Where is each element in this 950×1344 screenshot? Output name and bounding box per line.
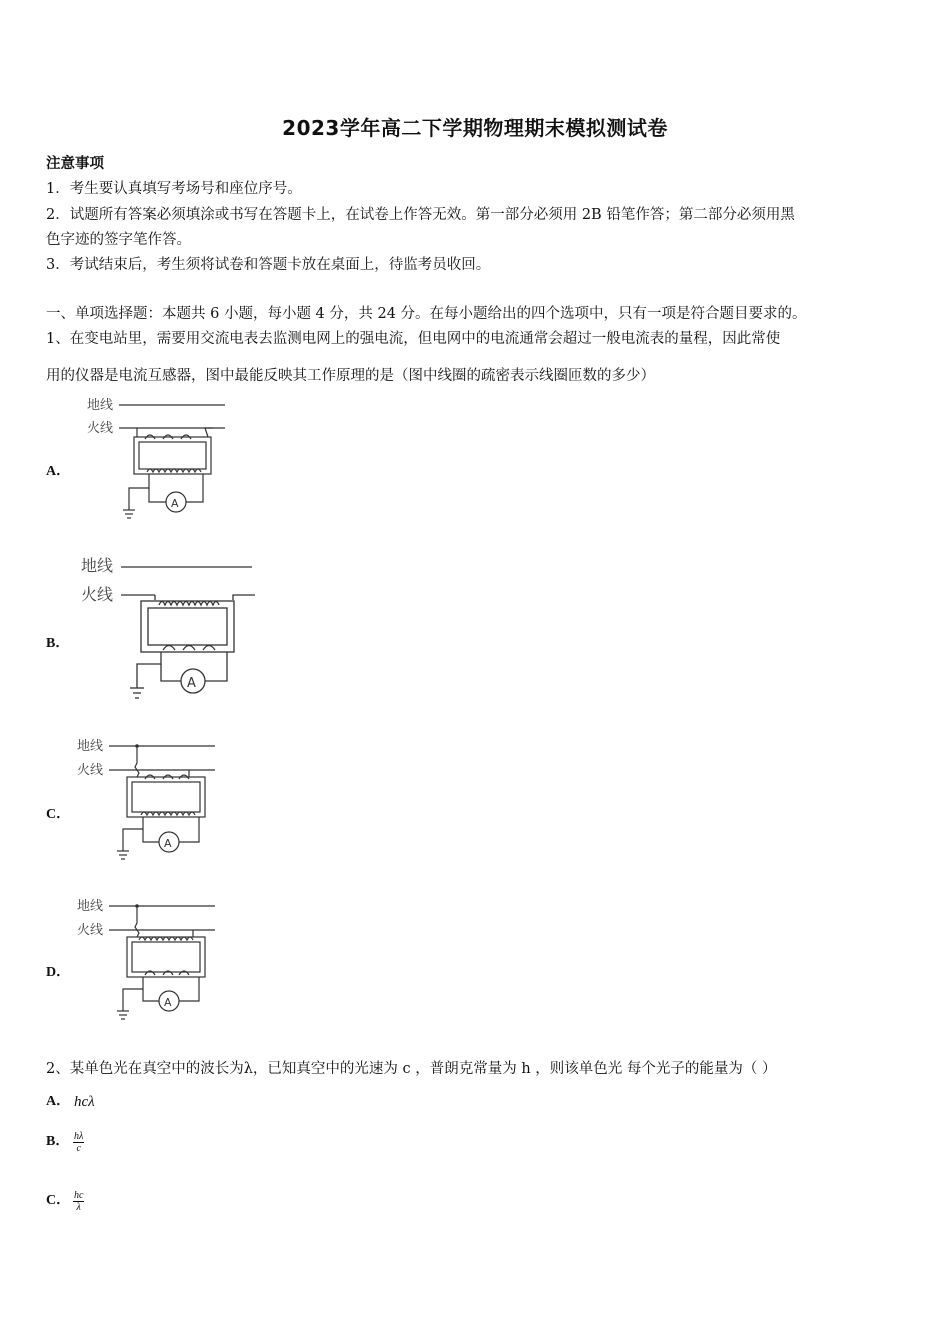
notice-item-1: 1．考生要认真填写考场号和座位序号。	[46, 181, 302, 197]
ground-wire-label: 地线	[81, 556, 114, 575]
fraction-numerator: hc	[74, 1190, 84, 1201]
live-wire-label: 火线	[77, 923, 104, 938]
ground-wire-label: 地线	[77, 739, 104, 754]
figure-option-d	[75, 893, 235, 1023]
fraction-denominator: c	[76, 1143, 81, 1154]
ammeter-label: A	[164, 837, 172, 850]
figure-option-c	[75, 733, 235, 863]
q1-stem-line1: 1、在变电站里，需要用交流电表去监测电网上的强电流，但电网中的电流通常会超过一般电流表的量程，因此常使	[46, 331, 781, 347]
fraction-denominator: λ	[76, 1202, 81, 1213]
q2-option-a-expr: hcλ	[74, 1094, 95, 1110]
page-title: 2023学年高二下学期物理期末模拟测试卷	[282, 116, 668, 140]
live-wire-label: 火线	[87, 421, 114, 436]
q1-option-c-label: C．	[46, 807, 71, 822]
q2-stem: 2、某单色光在真空中的波长为λ，已知真空中的光速为 c ，普朗克常量为 h ，则该单色光 每个光子的能量为（ ）	[46, 1061, 777, 1077]
section-heading: 一、单项选择题：本题共 6 小题，每小题 4 分，共 24 分。在每小题给出的四个选项中，只有一项是符合题目要求的。	[46, 306, 807, 322]
live-wire-label: 火线	[77, 763, 104, 778]
ground-wire-label: 地线	[87, 398, 114, 413]
q2-option-c-fraction	[73, 1190, 84, 1213]
q1-option-d-label: D．	[46, 965, 71, 980]
q1-option-b-label: B．	[46, 636, 70, 651]
ammeter-label: A	[187, 676, 196, 691]
q2-option-b-fraction	[73, 1131, 84, 1154]
fraction-numerator: hλ	[74, 1131, 84, 1142]
notice-heading: 注意事项	[46, 155, 104, 172]
q2-option-a-label: A．	[46, 1094, 71, 1109]
q2-option-b-label: B．	[46, 1134, 70, 1149]
figure-option-b	[75, 550, 275, 710]
ammeter-label: A	[171, 497, 179, 510]
notice-item-2-cont: 色字迹的签字笔作答。	[46, 232, 191, 248]
live-wire-label: 火线	[81, 585, 114, 604]
q1-stem-line2: 用的仪器是电流互感器，图中最能反映其工作原理的是（图中线圈的疏密表示线圈匝数的多少）	[46, 368, 655, 384]
notice-item-2: 2．试题所有答案必须填涂或书写在答题卡上，在试卷上作答无效。第一部分必须用 2B 铅笔作答；第二部分必须用黑	[46, 207, 795, 223]
ground-wire-label: 地线	[77, 899, 104, 914]
q1-option-a-label: A．	[46, 464, 71, 479]
ammeter-label: A	[164, 996, 172, 1009]
q2-option-c-label: C．	[46, 1193, 71, 1208]
figure-option-a	[75, 392, 245, 522]
notice-item-3: 3．考试结束后，考生须将试卷和答题卡放在桌面上，待监考员收回。	[46, 257, 491, 273]
